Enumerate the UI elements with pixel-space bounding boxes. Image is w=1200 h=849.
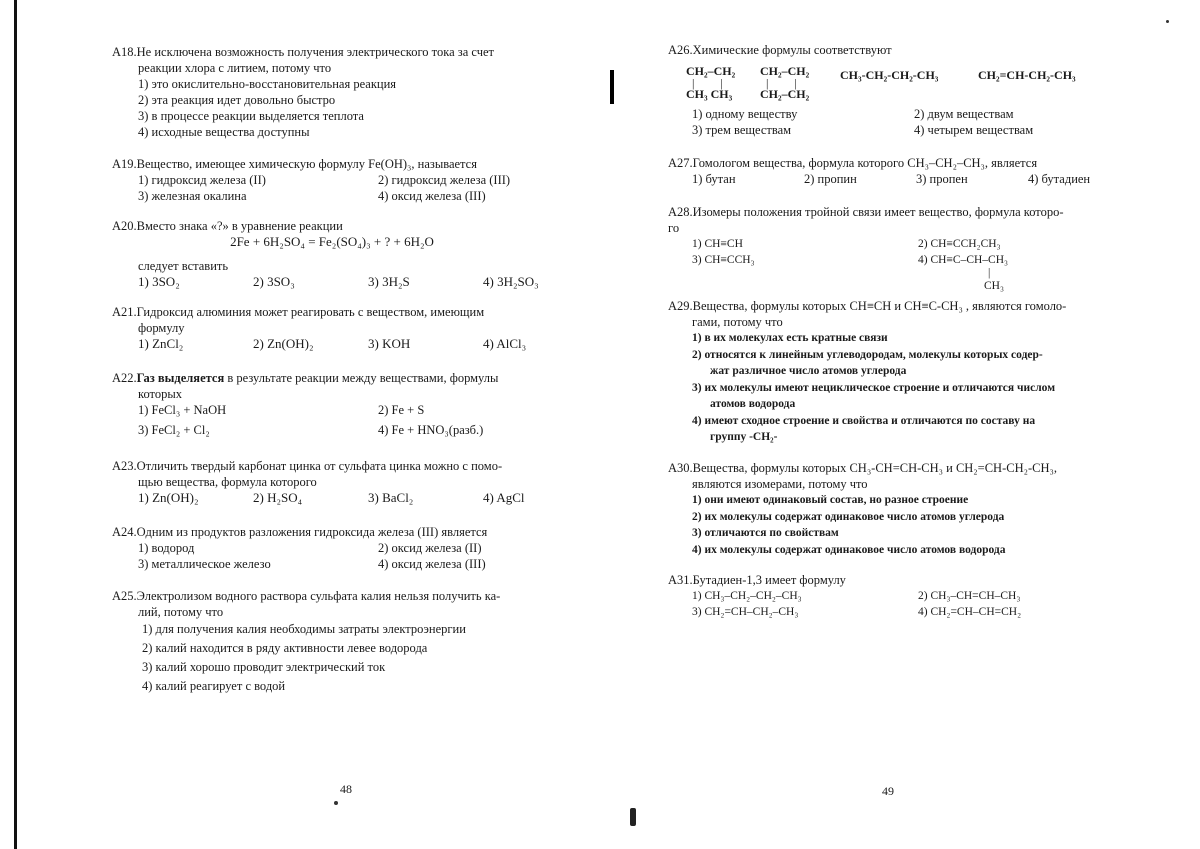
question-stem-bold: Газ выделяется [136, 371, 225, 385]
question-stem: в результате реакции между веществами, формулы [224, 371, 499, 385]
structure-2-bottom: CH₂–CH₂ [760, 87, 810, 101]
option-2: 2) Zn(OH)₂ [253, 336, 314, 351]
option-1: 1) CH≡CH [692, 238, 743, 250]
option-2-cont: жат различное число атомов углерода [710, 365, 907, 377]
question-stem-line2: гами, потому что [692, 315, 783, 329]
question-stem: Изомеры положения тройной связи имеет вещество, формула которо- [692, 205, 1064, 219]
option-3: 3) калий хорошо проводит электрический ток [142, 660, 386, 674]
question-id: A27. [668, 156, 693, 170]
option-1: 1) FeCl₃ + NaOH [138, 403, 227, 417]
question-id: A23. [112, 459, 137, 473]
option-4: 4) CH≡C–CH–CH₃ [918, 254, 1009, 266]
question-a30 [668, 460, 1057, 558]
option-1: 1) в их молекулах есть кратные связи [692, 332, 888, 344]
option-3: 3) 3H₂S [368, 274, 410, 289]
question-stem-line2: щью вещества, формула которого [138, 475, 317, 489]
scan-speck [630, 808, 636, 826]
option-4: 4) Fe + HNO₃(разб.) [378, 423, 484, 437]
question-id: A24. [112, 525, 137, 539]
question-id: A20. [112, 219, 137, 233]
option-1: 1) одному веществу [692, 107, 798, 121]
option-1: 1) для получения калия необходимы затраты электроэнергии [142, 622, 466, 636]
question-stem: Электролизом водного раствора сульфата калия нельзя получить ка- [136, 589, 501, 603]
option-1: 1) они имеют одинаковый состав, но разное строение [692, 494, 969, 506]
question-id: A28. [668, 205, 693, 219]
question-a20 [112, 218, 598, 290]
option-2: 2) двум веществам [914, 107, 1014, 121]
option-4: 4) оксид железа (III) [378, 557, 486, 571]
question-id: A21. [112, 305, 137, 319]
option-2: 2) H₂SO₄ [253, 490, 303, 505]
option-2: 2) оксид железа (II) [378, 541, 482, 555]
option-4-cont: группу -CH₂- [710, 431, 778, 443]
scan-speck [334, 801, 338, 805]
option-3: 3) отличаются по свойствам [692, 527, 839, 539]
option-2: 2) относятся к линейным углеводородам, молекулы которых содер- [692, 348, 1043, 361]
option-3: 3) трем веществам [692, 123, 792, 137]
option-2: 2) пропин [804, 172, 857, 186]
question-stem-line2: которых [138, 387, 182, 401]
option-3: 3) CH≡CCH₃ [692, 254, 755, 266]
structure-2: CH₂–CH₂ | | CH₂–CH₂ [760, 64, 810, 101]
option-2: 2) эта реакция идет довольно быстро [138, 93, 336, 107]
question-after-text: следует вставить [138, 259, 229, 273]
option-4: 4) CH₂=CH–CH=CH₂ [918, 606, 1022, 618]
option-3: 3) CH₂=CH–CH₂–CH₃ [692, 606, 799, 618]
option-4: 4) имеют сходное строение и свойства и отличаются по составу на [692, 414, 1036, 427]
question-stem-line2: являются изомерами, потому что [692, 477, 868, 491]
question-stem-line2: реакции хлора с литием, потому что [138, 61, 332, 75]
option-3: 3) железная окалина [138, 189, 247, 203]
option-4: 4) бутадиен [1028, 172, 1091, 186]
option-3: 3) в процессе реакции выделяется теплота [138, 109, 364, 123]
option-4: 4) AgCl [483, 490, 525, 505]
question-a31 [668, 572, 1118, 620]
question-id: A19. [112, 157, 137, 171]
question-a25 [112, 588, 500, 696]
option-2: 2) их молекулы содержат одинаковое число атомов углерода [692, 510, 1005, 523]
structure-1: CH₂–CH₂ | | CH₃ CH₃ [686, 64, 736, 101]
question-id: A29. [668, 299, 693, 313]
question-stem: Вещества, формулы которых CH₃-CH=CH-CH₃ и CH₂=CH-CH₂-CH₃, [692, 461, 1057, 475]
a26-options [692, 106, 1134, 138]
option-1: 1) CH₃–CH₂–CH₂–CH₃ [692, 590, 802, 602]
question-stem: Химические формулы соответствуют [692, 43, 892, 57]
question-id: A26. [668, 43, 693, 57]
question-stem: Не исключена возможность получения электрического тока за счет [136, 45, 494, 59]
option-3: 3) металлическое железо [138, 557, 271, 571]
question-stem-line2: лий, потому что [138, 605, 224, 619]
option-3-cont: атомов водорода [710, 398, 796, 410]
option-4: 4) исходные вещества доступны [138, 125, 310, 139]
question-id: A31. [668, 573, 693, 587]
option-3: 3) пропен [916, 172, 968, 186]
question-stem: Вместо знака «?» в уравнение реакции [136, 219, 343, 233]
option-2: 2) CH₃–CH=CH–CH₃ [918, 590, 1021, 602]
option-4: 4) 3H₂SO₃ [483, 274, 539, 289]
option-3: 3) FeCl₂ + Cl₂ [138, 423, 210, 437]
question-stem: Отличить твердый карбонат цинка от сульфата цинка можно с помо- [136, 459, 503, 473]
question-stem: Гомологом вещества, формула которого CH₃–CH₂–CH₃, является [692, 156, 1038, 170]
question-id: A25. [112, 589, 137, 603]
scan-speck [1166, 20, 1169, 23]
option-1: 1) это окислительно-восстановительная реакция [138, 77, 397, 91]
question-a26 [668, 42, 892, 58]
question-a21 [112, 304, 598, 352]
option-2: 2) 3SO₃ [253, 274, 295, 289]
option-2: 2) Fe + S [378, 403, 425, 417]
question-stem: Одним из продуктов разложения гидроксида железа (III) является [136, 525, 488, 539]
option-1: 1) Zn(OH)₂ [138, 490, 199, 505]
option-1: 1) бутан [692, 172, 736, 186]
right-page [600, 0, 1200, 849]
option-1: 1) водород [138, 541, 195, 555]
question-a19 [112, 156, 618, 204]
option-4: 4) оксид железа (III) [378, 189, 486, 203]
option-4: 4) калий реагирует с водой [142, 679, 286, 693]
question-a27 [668, 155, 1140, 187]
question-stem: Вещества, формулы которых CH≡CH и CH≡C-CH₃ , являются гомоло- [692, 299, 1067, 313]
option-1: 1) гидроксид железа (II) [138, 173, 266, 187]
question-id: A18. [112, 45, 137, 59]
question-a24 [112, 524, 618, 572]
question-id: A30. [668, 461, 693, 475]
question-id: A22. [112, 371, 137, 385]
option-1: 1) ZnCl₂ [138, 336, 184, 351]
structure-1-top: CH₂–CH₂ [686, 64, 736, 78]
question-a18 [112, 44, 494, 140]
page-number: 48 [340, 782, 352, 796]
option-4: 4) их молекулы содержат одинаковое число атомов водорода [692, 543, 1006, 556]
structure-2-top: CH₂–CH₂ [760, 64, 810, 78]
question-stem: Бутадиен-1,3 имеет формулу [692, 573, 846, 587]
option-3: 3) KOH [368, 336, 411, 351]
structure-3: CH₃-CH₂-CH₂-CH₃ [840, 68, 939, 82]
structure-4: CH₂=CH-CH₂-CH₃ [978, 68, 1076, 82]
option-3: 3) BaCl₂ [368, 490, 414, 505]
question-a29 [668, 298, 1066, 446]
question-a23 [112, 458, 598, 506]
question-stem-line2: формулу [138, 321, 185, 335]
reaction-equation: 2Fe + 6H₂SO₄ = Fe₂(SO₄)₃ + ? + 6H₂O [230, 234, 434, 249]
option-1: 1) 3SO₂ [138, 274, 180, 289]
option-3: 3) их молекулы имеют нециклическое строение и отличаются числом [692, 381, 1056, 394]
question-a22 [112, 370, 618, 438]
option-2: 2) CH≡CCH₂CH₃ [918, 238, 1001, 250]
question-stem-line2: го [668, 221, 680, 235]
option-4: 4) четырем веществам [914, 123, 1034, 137]
option-2: 2) гидроксид железа (III) [378, 173, 511, 187]
question-stem: Гидроксид алюминия может реагировать с веществом, имеющим [136, 305, 485, 319]
branch-ch3: CH₃ [984, 280, 1004, 292]
question-stem: Вещество, имеющее химическую формулу Fe(OH)₃, называется [136, 157, 477, 171]
page-number: 49 [882, 784, 894, 798]
option-2: 2) калий находится в ряду активности левее водорода [142, 641, 428, 655]
option-4: 4) AlCl₃ [483, 336, 527, 351]
structure-1-bottom: CH₃ CH₃ [686, 87, 733, 101]
question-a28: A28.Изомеры положения тройной связи имеет вещество, формула которо- го 1) CH≡CH 2) CH≡CCH₂CH₃ 3) CH≡CCH₃ 4) CH≡C–CH–CH₃ | CH₃ [668, 204, 1118, 294]
